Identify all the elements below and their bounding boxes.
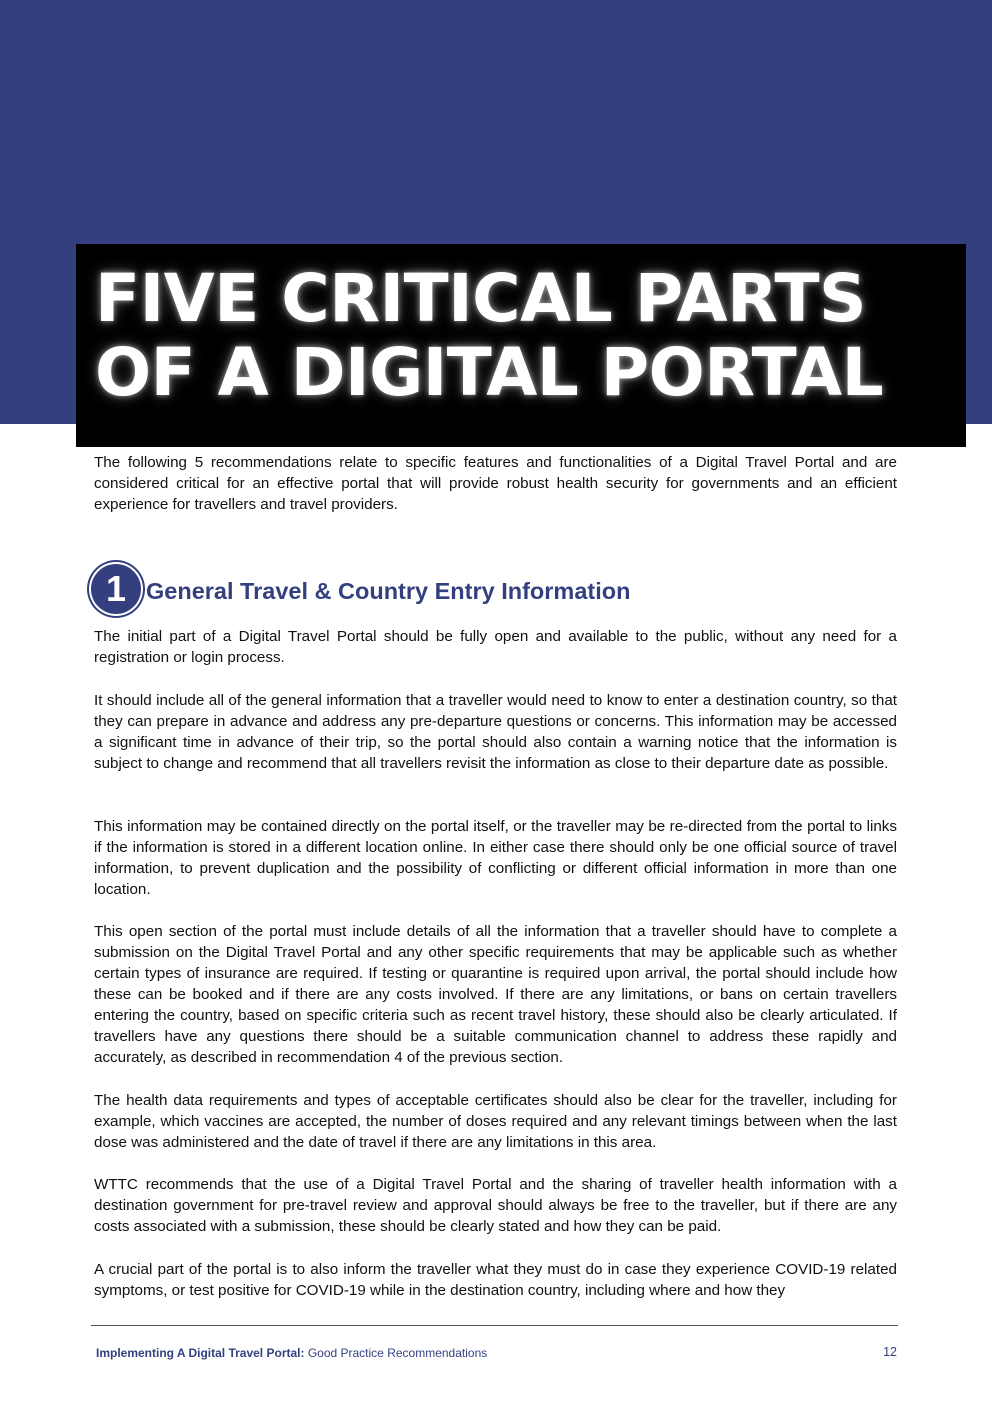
body-paragraph: This information may be contained directly on the portal itself, or the traveller may be re-directed from the portal to links if the information is stored in a different location online. In either case there should only be one official source of travel information, to prevent duplication and the possibility of conflicting or different official information in more than one location. <box>94 818 897 898</box>
body-paragraph: A crucial part of the portal is to also inform the traveller what they must do in case they experience COVID-19 related symptoms, or test positive for COVID-19 while in the destination country, including where and how they <box>94 1261 897 1299</box>
page-title-line-1: FIVE CRITICAL PARTS <box>95 260 867 337</box>
page-number: 12 <box>883 1345 897 1359</box>
footer-title-rest: Good Practice Recommendations <box>304 1346 488 1360</box>
body-paragraph: WTTC recommends that the use of a Digital Travel Portal and the sharing of traveller health information with a destination government for pre-travel review and approval should always be free to the traveller, but if there are any costs associated with a submission, these should be clearly stated and how they can be paid. <box>94 1176 897 1235</box>
footer-divider <box>91 1325 898 1326</box>
footer-document-title <box>96 1346 487 1360</box>
title-box <box>76 244 966 447</box>
body-paragraph: This open section of the portal must include details of all the information that a traveller should have to complete a submission on the Digital Travel Portal and any other specific requirements that may be applicable such as whether certain types of insurance are required. If testing or quarantine is required upon arrival, the portal should include how these can be booked and if there are any costs involved. If there are any limitations, or bans on certain travellers entering the country, based on specific criteria such as recent travel history, these should also be clearly articulated. If travellers have any questions there should be a suitable communication channel to address these rapidly and accurately, as described in recommendation 4 of the previous section. <box>94 923 897 1066</box>
page-title-line-2: OF A DIGITAL PORTAL <box>95 334 884 411</box>
body-paragraph: The initial part of a Digital Travel Portal should be fully open and available to the public, without any need for a registration or login process. <box>94 628 897 666</box>
section-heading: General Travel & Country Entry Information <box>146 578 631 604</box>
body-paragraph: It should include all of the general information that a traveller would need to know to enter a destination country, so that they can prepare in advance and address any pre-departure questions or concerns. This information may be accessed a significant time in advance of their trip, so the portal should also contain a warning notice that the information is subject to change and recommend that all travellers revisit the information as close to their departure date as possible. <box>94 692 897 772</box>
intro-paragraph: The following 5 recommendations relate to specific features and functionalities of a Digital Travel Portal and are considered critical for an effective portal that will provide robust health security for governments and an efficient experience for travellers and travel providers. <box>94 454 897 513</box>
footer-title-bold: Implementing A Digital Travel Portal: <box>96 1346 305 1360</box>
body-paragraph: The health data requirements and types of acceptable certificates should also be clear for the traveller, including for example, which vaccines are accepted, the number of doses required and any relevant timings between when the last dose was administered and the date of travel if there are any limitations in this area. <box>94 1092 897 1151</box>
section-number-badge: 1 <box>91 564 141 614</box>
